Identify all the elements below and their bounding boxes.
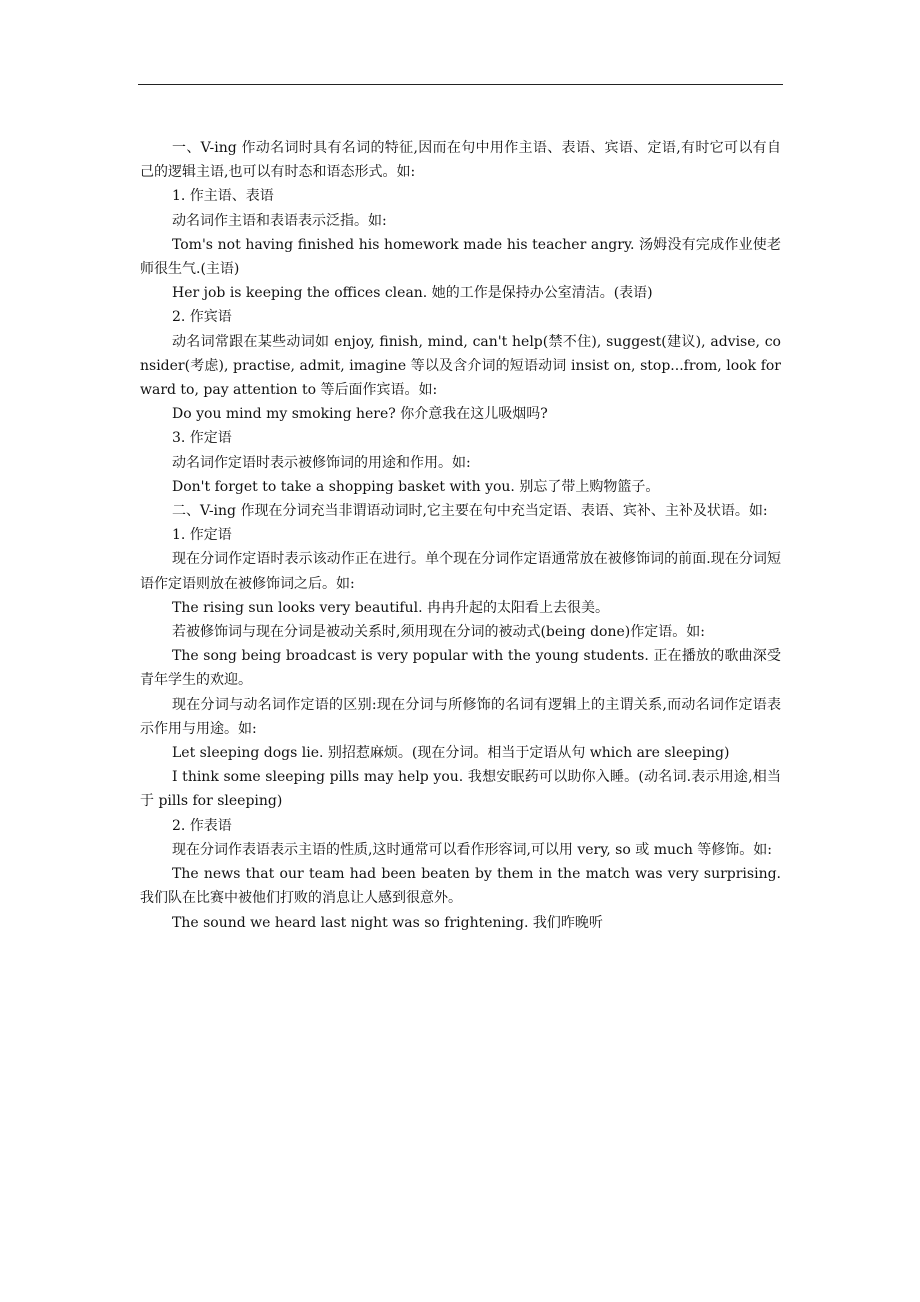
paragraph-gerund-intro: 一、V-ing 作动名词时具有名词的特征,因而在句中用作主语、表语、宾语、定语,有时它可以有自己的逻辑主语,也可以有时态和语态形式。如: — [140, 140, 781, 181]
example-song-broadcast: The song being broadcast is very popular with the young students. 正在播放的歌曲深受青年学生的欢迎。 — [140, 648, 781, 689]
example-sleeping-pills: I think some sleeping pills may help you. 我想安眠药可以助你入睡。(动名词.表示用途,相当于 pills for sleeping) — [140, 769, 781, 810]
heading-participle-attribute: 1. 作定语 — [172, 527, 232, 544]
heading-subject-predicative: 1. 作主语、表语 — [172, 188, 274, 205]
example-attribute: Don't forget to take a shopping basket with you. 别忘了带上购物篮子。 — [172, 478, 660, 495]
example-subject: Tom's not having finished his homework made his teacher angry. 汤姆没有完成作业使老师很生气.(主语) — [140, 236, 781, 278]
paragraph-difference: 现在分词与动名词作定语的区别:现在分词与所修饰的名词有逻辑上的主谓关系,而动名词作定语表示作用与用途。如: — [140, 696, 781, 737]
paragraph-participle-intro: 二、V-ing 作现在分词充当非谓语动词时,它主要在句中充当定语、表语、宾补、主补及状语。如: — [172, 503, 768, 520]
paragraph-passive-participle: 若被修饰词与现在分词是被动关系时,须用现在分词的被动式(being done)作定语。如: — [172, 624, 705, 641]
header-rule — [138, 84, 783, 85]
paragraph-gerund-subject: 动名词作主语和表语表示泛指。如: — [172, 212, 387, 229]
document-body — [140, 136, 781, 935]
example-news-surprising: The news that our team had been beaten by them in the match was very surprising. 我们队在比赛中被他们打败的消息让人感到很意外。 — [140, 866, 781, 907]
example-object: Do you mind my smoking here? 你介意我在这儿吸烟吗? — [172, 406, 548, 423]
example-rising-sun: The rising sun looks very beautiful. 冉冉升起的太阳看上去很美。 — [172, 599, 610, 616]
example-predicative: Her job is keeping the offices clean. 她的工作是保持办公室清洁。(表语) — [172, 285, 653, 302]
heading-object: 2. 作宾语 — [172, 309, 232, 326]
example-sound-frightening: The sound we heard last night was so frightening. 我们昨晚听 — [172, 914, 603, 931]
paragraph-participle-attribute: 现在分词作定语时表示该动作正在进行。单个现在分词作定语通常放在被修饰词的前面.现在分词短语作定语则放在被修饰词之后。如: — [140, 551, 781, 592]
paragraph-participle-predicative: 现在分词作表语表示主语的性质,这时通常可以看作形容词,可以用 very, so 或 much 等修饰。如: — [172, 841, 773, 858]
paragraph-gerund-attribute: 动名词作定语时表示被修饰词的用途和作用。如: — [172, 454, 471, 471]
heading-participle-predicative: 2. 作表语 — [172, 817, 232, 834]
heading-attribute: 3. 作定语 — [172, 430, 232, 447]
paragraph-gerund-object: 动名词常跟在某些动词如 enjoy, finish, mind, can't help(禁不住), suggest(建议), advise, consider(考虑), practise, admit, imagine 等以及含介词的短语动词 insist on, stop...from, look forward to, pay attention to 等后面作宾语。如: — [140, 333, 781, 399]
example-sleeping-dogs: Let sleeping dogs lie. 别招惹麻烦。(现在分词。相当于定语从句 which are sleeping) — [172, 745, 730, 762]
